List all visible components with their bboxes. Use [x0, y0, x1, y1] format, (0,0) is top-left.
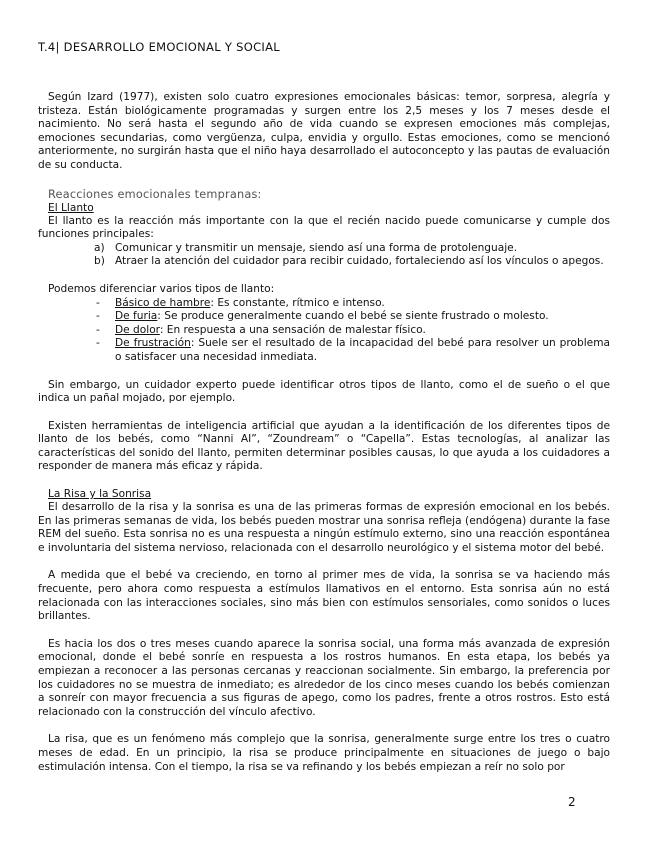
cry-types-list [38, 297, 610, 365]
risa-paragraph-1: El desarrollo de la risa y la sonrisa es una de las primeras formas de expresión emocional en los bebés. En las primeras semanas de vida, los bebés pueden mostrar una sonrisa refleja (endógena) durante la fase REM del sueño. Esta sonrisa no es una respuesta a ningún estímulo externo, sino una reacción espontánea e involuntaria del sistema nervioso, relacionada con el desarrollo neurológico y el sistema motor del bebé. [38, 501, 610, 554]
running-header: T.4| DESARROLLO EMOCIONAL Y SOCIAL [38, 40, 280, 54]
experto-paragraph: Sin embargo, un cuidador experto puede identificar otros tipos de llanto, como el de sueño o el que indica un pañal mojado, por ejemplo. [38, 378, 610, 405]
list-item [38, 337, 610, 364]
ia-paragraph: Existen herramientas de inteligencia artificial que ayudan a la identificación de los diferentes tipos de llanto de los bebés, como “Nanni AI”, “Zoundream” o “Capella”. Estas tecnologías, al analizar las características del sonido del llanto, permiten determinar posibles causas, lo que ayuda a los cuidadores a responder de manera más eficaz y rápida. [38, 419, 610, 473]
list-item [38, 242, 610, 256]
page-content [38, 91, 610, 774]
cry-type-desc: : Es constante, rítmico e intenso. [210, 296, 385, 309]
list-item [38, 255, 610, 269]
llanto-intro: El llanto es la reacción más importante con la que el recién nacido puede comunicarse y cumple dos funciones principales: [38, 214, 610, 241]
risa-paragraph-4: La risa, que es un fenómeno más complejo que la sonrisa, generalmente surge entre los tres o cuatro meses de edad. En un principio, la risa se produce principalmente en situaciones de juego o bajo estimulación intensa. Con el tiempo, la risa se va refinando y los bebés empiezan a reír no solo por [38, 733, 610, 773]
llanto-heading: El Llanto [48, 201, 94, 214]
list-marker: - [96, 310, 100, 323]
types-intro: Podemos diferenciar varios tipos de llanto: [48, 282, 275, 295]
cry-type-term: De dolor [115, 323, 160, 336]
list-marker: a) [94, 241, 105, 254]
list-item-text: Comunicar y transmitir un mensaje, siendo así una forma de protolenguaje. [115, 241, 518, 254]
list-marker: - [96, 323, 100, 336]
cry-type-term: De frustración [115, 337, 191, 350]
cry-type-desc: : En respuesta a una sensación de malestar físico. [159, 323, 426, 336]
risa-paragraph-2: A medida que el bebé va creciendo, en torno al primer mes de vida, la sonrisa se va haciendo más frecuente, pero ahora como respuesta a estímulos llamativos en el entorno. Esta sonrisa aún no está relacionada con las interacciones sociales, sino más bien con estímulos sensoriales, como sonidos o luces brillantes. [38, 569, 610, 623]
section-heading: Reacciones emocionales tempranas: [48, 187, 262, 201]
risa-paragraph-3: Es hacia los dos o tres meses cuando aparece la sonrisa social, una forma más avanzada de expresión emocional, donde el bebé sonríe en respuesta a los rostros humanos. En esta etapa, los bebés ya empiezan a reconocer a las personas cercanas y reaccionan socialmente. Sin embargo, la preferencia por los cuidadores no se muestra de inmediato; es alrededor de los cinco meses cuando los bebés comienzan a sonreír con mayor frecuencia a sus figuras de apego, como los padres, frente a otros rostros. Esto está relacionado con la construcción del vínculo afectivo. [38, 637, 610, 718]
intro-paragraph: Según Izard (1977), existen solo cuatro expresiones emocionales básicas: temor, sorpresa, alegría y tristeza. Están biológicamente programadas y surgen entre los 2,5 meses y los 7 meses desde el nacimiento. No será hasta el segundo año de vida cuando se expresen emociones más complejas, emociones secundarias, como vergüenza, culpa, envidia y orgullo. Estas emociones, como se mencionó anteriormente, no surgirán hasta que el niño haya desarrollado el autoconcepto y las pautas de evaluación de su conducta. [38, 91, 610, 171]
list-item [38, 310, 610, 324]
cry-type-desc: : Suele ser el resultado de la incapacidad del bebé para resolver un problema o satisfacer una necesidad inmediata. [115, 337, 611, 363]
list-marker: b) [94, 255, 105, 268]
list-marker: - [96, 337, 100, 350]
risa-heading: La Risa y la Sonrisa [48, 488, 152, 501]
list-item-text: Atraer la atención del cuidador para recibir cuidado, fortaleciendo así los vínculos o apegos. [115, 255, 604, 268]
list-marker: - [96, 296, 100, 309]
cry-type-desc: : Se produce generalmente cuando el bebé se siente frustrado o molesto. [157, 310, 549, 323]
list-item [38, 297, 610, 311]
functions-list [38, 242, 610, 269]
list-item [38, 324, 610, 338]
cry-type-term: Básico de hambre [115, 296, 211, 309]
page-number: 2 [568, 795, 576, 809]
cry-type-term: De furia [115, 310, 158, 323]
